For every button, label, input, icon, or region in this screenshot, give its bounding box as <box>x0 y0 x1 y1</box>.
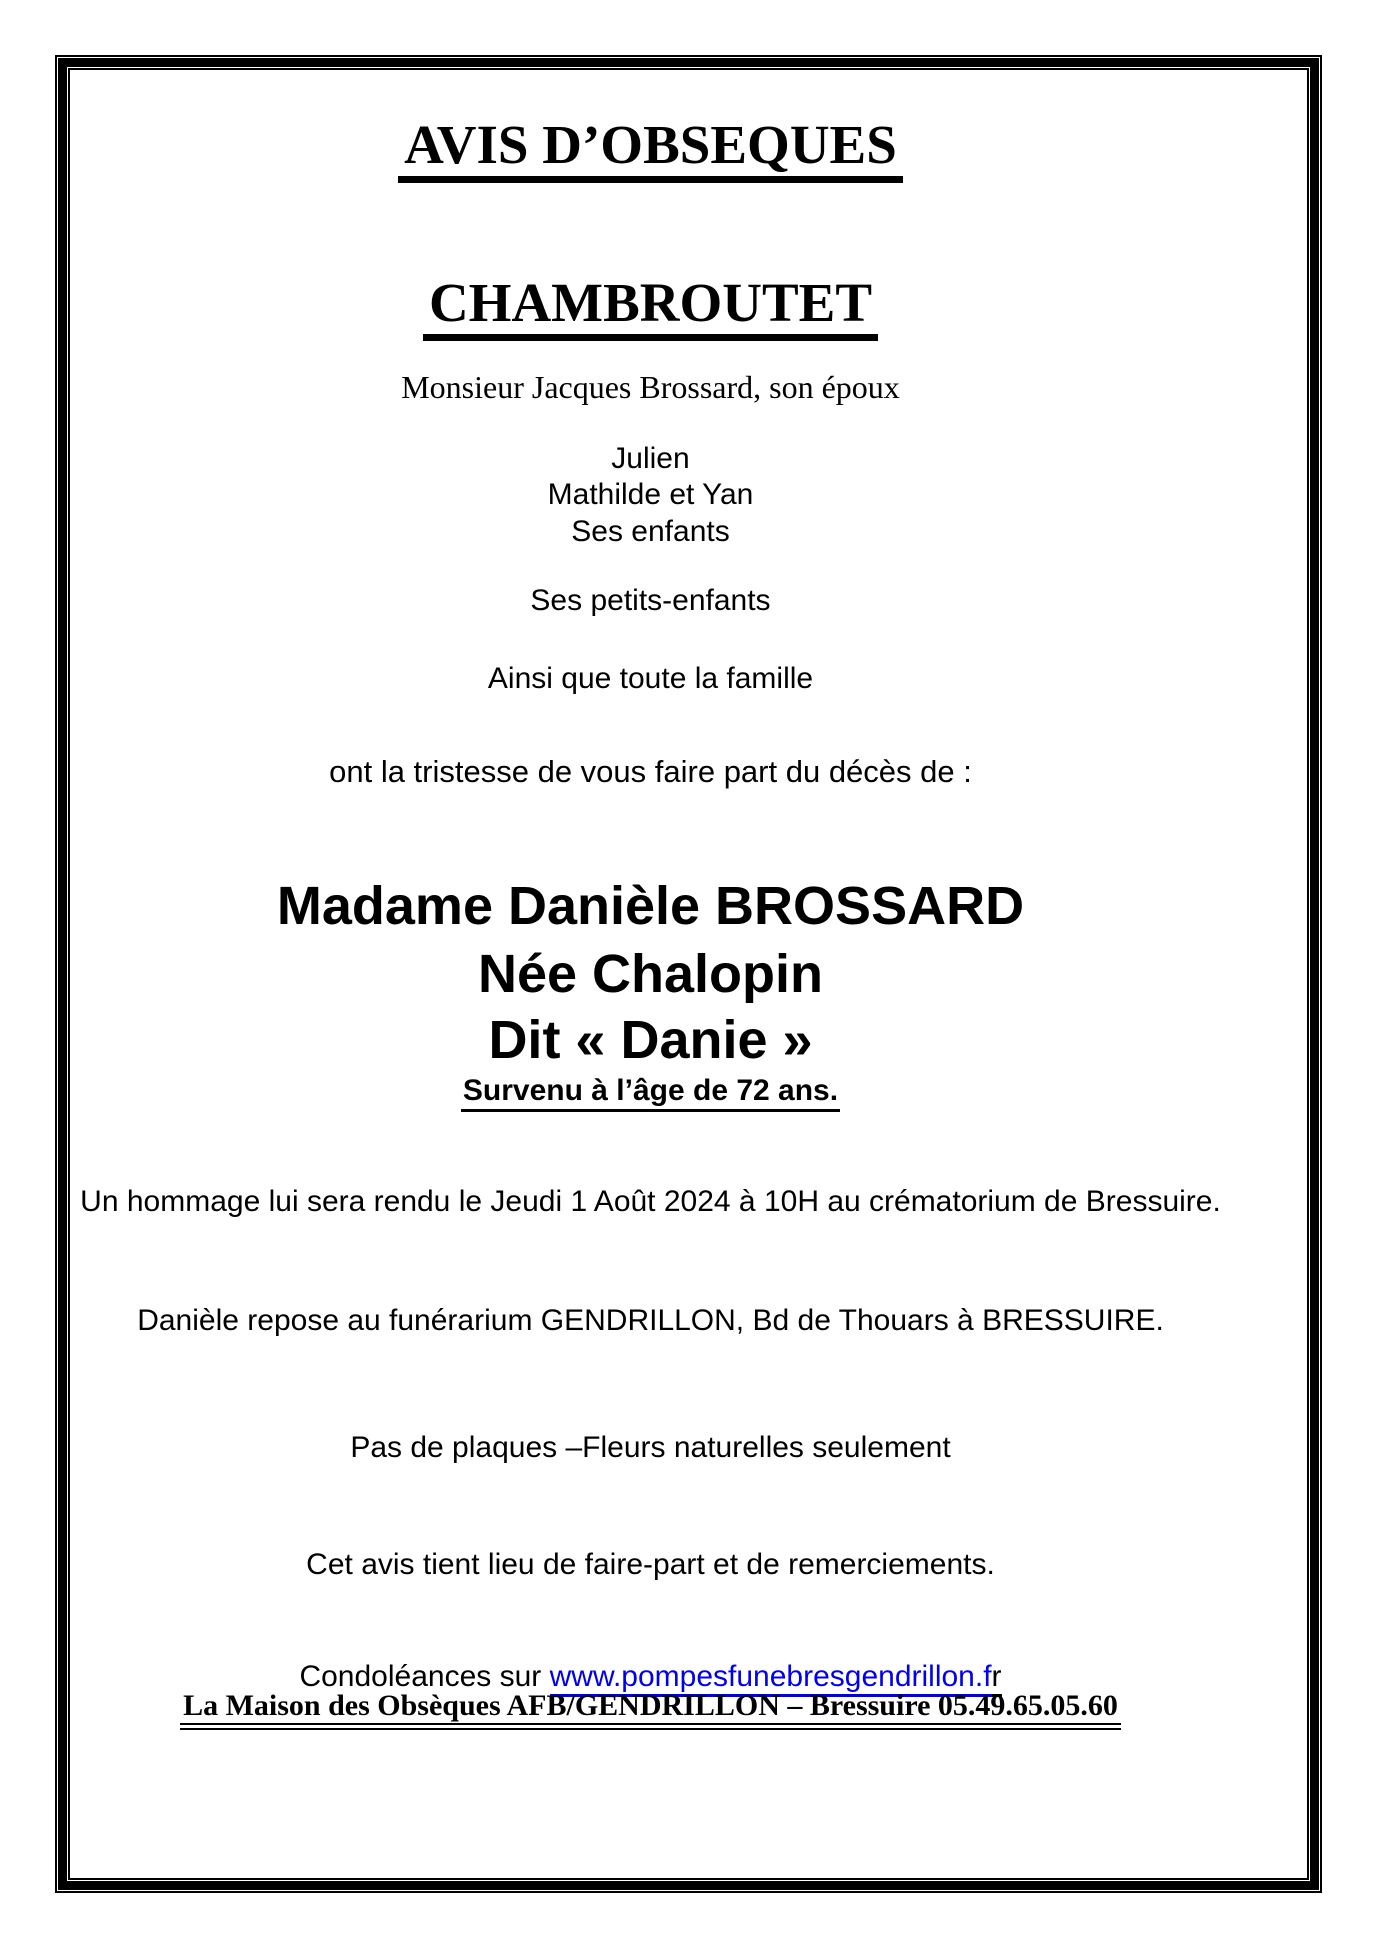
funeral-home-line: La Maison des Obsèques AFB/GENDRILLON – Bressuire 05.49.65.05.60 <box>70 1691 1231 1730</box>
flowers-line: Pas de plaques –Fleurs naturelles seulement <box>350 1431 951 1464</box>
deceased-nickname: Dit « Danie » <box>488 1010 813 1070</box>
announcement-line: ont la tristesse de vous faire part du décès de : <box>329 754 972 789</box>
page-border-thick <box>58 58 1319 1890</box>
condolences-link-tail: r <box>992 1660 1002 1697</box>
spouse-line: Monsieur Jacques Brossard, son époux <box>401 369 900 405</box>
obituary-content <box>70 70 1307 1878</box>
repose-line: Danièle repose au funérarium GENDRILLON, Bd de Thouars à BRESSUIRE. <box>137 1304 1164 1337</box>
grandchildren-line: Ses petits-enfants <box>530 584 771 617</box>
notice-title: AVIS D’OBSEQUES <box>70 117 1231 183</box>
age-line: Survenu à l’âge de 72 ans. <box>70 1076 1231 1112</box>
child-line-2: Mathilde et Yan <box>547 478 754 511</box>
page-border-outer <box>55 55 1322 1893</box>
child-line-3: Ses enfants <box>571 515 730 548</box>
ceremony-line: Un hommage lui sera rendu le Jeudi 1 Août 2024 à 10H au crématorium de Bressuire. <box>80 1185 1221 1218</box>
child-line-1: Julien <box>611 442 690 475</box>
extended-family-line: Ainsi que toute la famille <box>487 662 814 695</box>
notice-line: Cet avis tient lieu de faire-part et de remerciements. <box>306 1548 995 1581</box>
location-header: CHAMBROUTET <box>70 275 1231 341</box>
deceased-name: Madame Danièle BROSSARD <box>276 876 1025 936</box>
page-border-inner <box>68 68 1309 1880</box>
condolences-line <box>70 1662 1231 1692</box>
deceased-maiden-name: Née Chalopin <box>477 944 824 1004</box>
condolences-link[interactable]: www.pompesfunebresgendrillon.f <box>550 1660 992 1697</box>
condolences-prefix: Condoléances sur <box>299 1660 550 1693</box>
